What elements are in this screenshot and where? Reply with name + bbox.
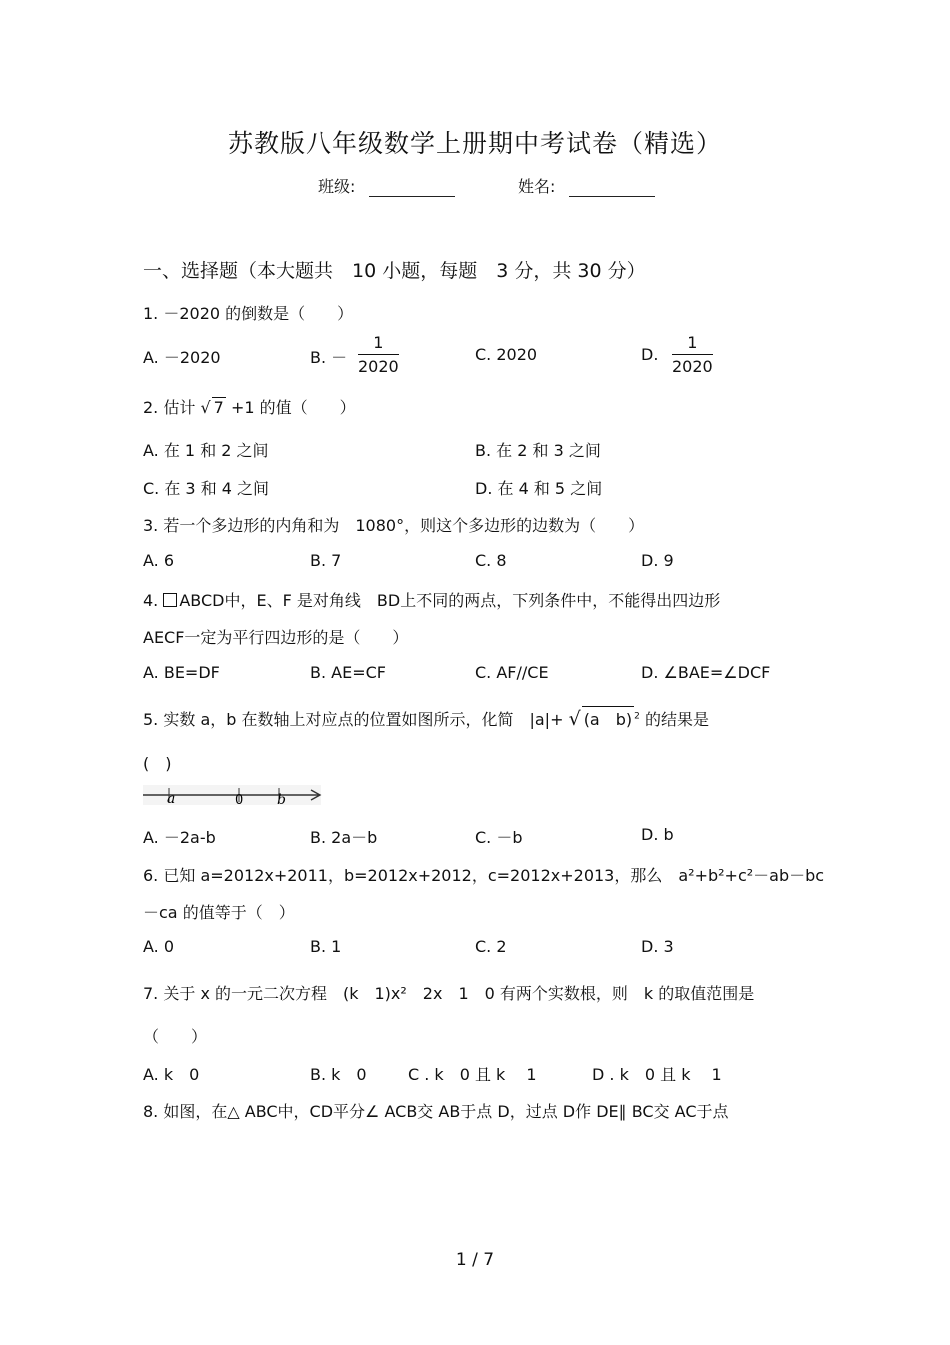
q6-option-b: B. 1 (310, 937, 342, 956)
q3-option-d: D. 9 (641, 551, 674, 570)
q4-option-c: C. AF//CE (475, 663, 549, 682)
question-4-stem-line1 (143, 588, 720, 611)
q7-option-c: C . k 0 且 k 1 (408, 1065, 537, 1084)
q5-exponent: 2 (634, 711, 640, 722)
page-number: 1 / 7 (455, 1250, 495, 1270)
q1-d-numerator: 1 (672, 333, 713, 355)
question-6-line1: 6. 已知 a=2012x+2011，b=2012x+2012，c=2012x+2013，那么 a²+b²+c²－ab－bc (143, 866, 825, 885)
question-3-stem: 3. 若一个多边形的内角和为 1080°，则这个多边形的边数为（ ） (143, 516, 645, 535)
q3-option-b: B. 7 (310, 551, 342, 570)
q5-option-a: A. －2a-b (143, 828, 216, 847)
q1-option-d-fraction (672, 333, 713, 376)
question-1-stem: 1. －2020 的倒数是（ ） (143, 304, 354, 323)
q4-stem-pre: 4. (143, 591, 159, 610)
name-label: 姓名: (518, 177, 556, 196)
label-a: a (167, 791, 176, 807)
q3-option-c: C. 8 (475, 551, 507, 570)
q1-option-b-fraction (358, 333, 399, 376)
q1-b-denominator: 2020 (358, 357, 399, 376)
class-field (318, 174, 455, 197)
class-blank (369, 178, 455, 197)
sqrt-sign: √ (568, 708, 581, 730)
q2-radicand: 7 (213, 398, 224, 417)
q2-option-a: A. 在 1 和 2 之间 (143, 441, 269, 460)
question-7-line1: 7. 关于 x 的一元二次方程 (k 1)x² 2x 1 0 有两个实数根，则 k 的取值范围是 (143, 984, 755, 1003)
q1-d-denominator: 2020 (672, 357, 713, 376)
label-zero: 0 (235, 793, 244, 808)
q4-stem-text: ABCD中，E、F 是对角线 BD上不同的两点，下列条件中，不能得出四边形 (179, 591, 721, 610)
q4-option-d: D. ∠BAE=∠DCF (641, 663, 771, 682)
q5-option-d: D. b (641, 825, 674, 844)
q1-option-d-prefix: D. (641, 345, 659, 364)
parallelogram-icon (163, 593, 177, 607)
q6-option-d: D. 3 (641, 937, 674, 956)
q5-stem-post: 的结果是 (644, 710, 709, 729)
q2-stem-pre: 2. 估计 (143, 398, 196, 417)
sqrt-sign: √ (200, 398, 211, 417)
q1-option-b-prefix: B. － (310, 348, 348, 367)
name-blank (569, 178, 655, 197)
q6-option-c: C. 2 (475, 937, 507, 956)
q4-option-b: B. AE=CF (310, 663, 386, 682)
label-b: b (277, 792, 286, 808)
q7-option-d: D . k 0 且 k 1 (592, 1065, 722, 1084)
name-field (518, 174, 655, 197)
q5-option-c: C. －b (475, 828, 523, 847)
question-8-line1: 8. 如图，在△ ABC中，CD平分∠ ACB交 AB于点 D，过点 D作 DE∥ BC交 AC于点 (143, 1102, 729, 1121)
section-heading: 一、选择题（本大题共 10 小题，每题 3 分，共 30 分） (143, 260, 646, 282)
q1-option-a: A. －2020 (143, 348, 221, 367)
number-line-figure (143, 783, 325, 809)
q1-option-c: C. 2020 (475, 345, 538, 364)
q6-option-a: A. 0 (143, 937, 175, 956)
question-2-stem (143, 395, 356, 418)
page-title: 苏教版八年级数学上册期中考试卷（精选） (227, 129, 722, 158)
q5-stem-pre: 5. 实数 a，b 在数轴上对应点的位置如图所示，化简 |a|+ (143, 710, 564, 729)
q2-option-b: B. 在 2 和 3 之间 (475, 441, 601, 460)
class-label: 班级: (318, 177, 356, 196)
q2-stem-post: +1 的值（ ） (230, 398, 356, 417)
question-5-stem (143, 706, 709, 730)
q3-option-a: A. 6 (143, 551, 175, 570)
q1-b-numerator: 1 (358, 333, 399, 355)
q7-option-b: B. k 0 (310, 1065, 367, 1084)
q7-option-a: A. k 0 (143, 1065, 200, 1084)
question-7-line2: （ ） (143, 1027, 208, 1046)
q2-option-c: C. 在 3 和 4 之间 (143, 479, 270, 498)
question-6-line2: －ca 的值等于（ ） (143, 903, 295, 922)
question-5-paren: ( ) (143, 754, 172, 773)
question-4-stem-line2: AECF一定为平行四边形的是（ ） (143, 628, 409, 647)
q2-option-d: D. 在 4 和 5 之间 (475, 479, 603, 498)
q5-radicand: (a b) (582, 706, 634, 730)
q4-option-a: A. BE=DF (143, 663, 220, 682)
q5-option-b: B. 2a－b (310, 828, 378, 847)
